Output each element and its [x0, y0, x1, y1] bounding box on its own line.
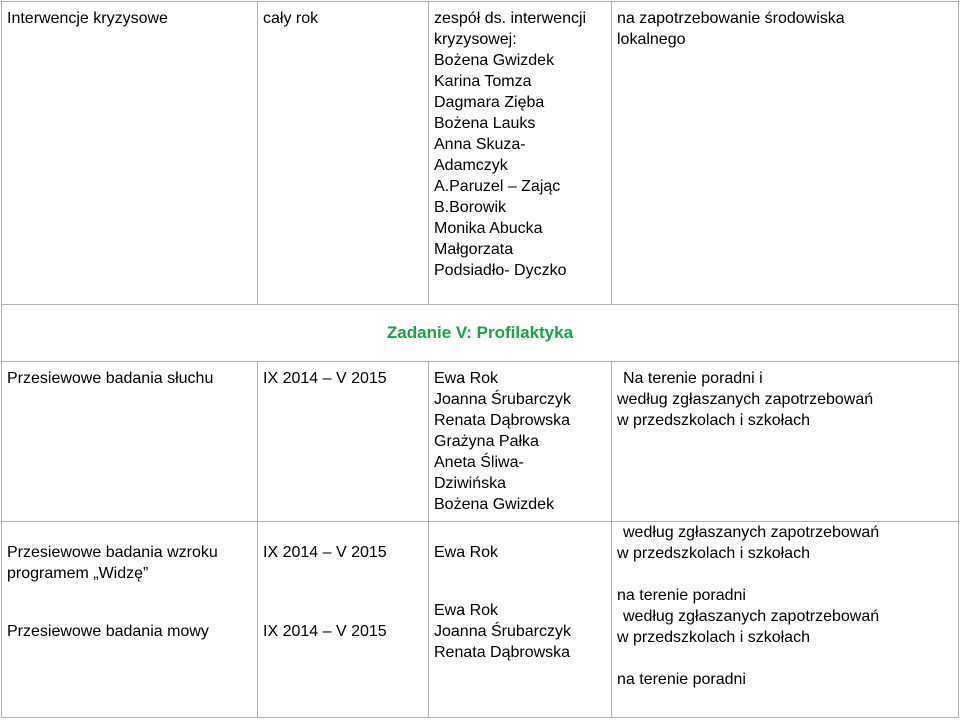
place-line: na terenie poradni [617, 587, 746, 604]
place-line: według zgłaszanych zapotrzebowań [623, 608, 880, 625]
place-line: lokalnego [617, 31, 686, 48]
task-name: Przesiewowe badania słuchu [7, 370, 214, 387]
period-text: cały rok [263, 10, 319, 27]
team-member: Monika Abucka [434, 220, 543, 237]
team-member: Dziwińska [434, 475, 507, 492]
table-row-hearing [2, 362, 959, 522]
place-line: według zgłaszanych zapotrzebowań [617, 391, 874, 408]
table-row-section-heading [2, 305, 959, 362]
team-member: Renata Dąbrowska [434, 412, 571, 429]
team-cell [429, 2, 612, 305]
place-line: w przedszkolach i szkołach [617, 412, 810, 429]
team-cell [429, 362, 612, 522]
period-cell [258, 362, 429, 522]
team-member: Grażyna Pałka [434, 433, 539, 450]
period-text: IX 2014 – V 2015 [263, 623, 387, 640]
section-heading-cell [2, 305, 959, 362]
team-member: Dagmara Zięba [434, 94, 545, 111]
place-cell [612, 362, 959, 522]
section-heading: Zadanie V: Profilaktyka [386, 323, 574, 342]
team-member: Bożena Gwizdek [434, 52, 555, 69]
team-member: Joanna Śrubarczyk [434, 623, 571, 640]
team-member: Ewa Rok [434, 602, 499, 619]
task-name: Interwencje kryzysowe [7, 10, 168, 27]
team-intro-line: zespół ds. interwencji [434, 10, 587, 27]
team-member: Karina Tomza [434, 73, 532, 90]
period-text: IX 2014 – V 2015 [263, 544, 387, 561]
place-line: na zapotrzebowanie środowiska [617, 10, 845, 27]
team-member: Bożena Lauks [434, 115, 536, 132]
team-member: Małgorzata [434, 241, 514, 258]
team-member: A.Paruzel – Zając [434, 178, 561, 195]
team-member: Ewa Rok [434, 544, 499, 561]
task-name: Przesiewowe badania mowy [7, 623, 209, 640]
place-line: Na terenie poradni i [623, 370, 763, 387]
task-cell [2, 2, 258, 305]
table-row-crisis [2, 2, 959, 305]
team-member: B.Borowik [434, 199, 507, 216]
team-member: Joanna Śrubarczyk [434, 391, 571, 408]
team-member: Ewa Rok [434, 370, 499, 387]
task-cell [2, 362, 258, 522]
task-name: programem „Widzę” [7, 565, 149, 582]
team-member: Aneta Śliwa- [434, 454, 524, 471]
place-line: na terenie poradni [617, 671, 746, 688]
period-cell [258, 522, 429, 718]
team-intro-line: kryzysowej: [434, 31, 517, 48]
activities-table [1, 1, 959, 718]
place-cell [612, 522, 959, 718]
team-member: Renata Dąbrowska [434, 644, 571, 661]
table-row-vision-speech [2, 522, 959, 718]
task-name: Przesiewowe badania wzroku [7, 544, 218, 561]
place-cell [612, 2, 959, 305]
team-member: Adamczyk [434, 157, 508, 174]
team-member: Anna Skuza- [434, 136, 526, 153]
period-text: IX 2014 – V 2015 [263, 370, 387, 387]
period-cell [258, 2, 429, 305]
place-line: w przedszkolach i szkołach [617, 629, 810, 646]
task-cell [2, 522, 258, 718]
team-cell [429, 522, 612, 718]
place-line: według zgłaszanych zapotrzebowań [623, 524, 880, 541]
team-member: Podsiadło- Dyczko [434, 262, 567, 279]
team-member: Bożena Gwizdek [434, 496, 555, 513]
place-line: w przedszkolach i szkołach [617, 545, 810, 562]
